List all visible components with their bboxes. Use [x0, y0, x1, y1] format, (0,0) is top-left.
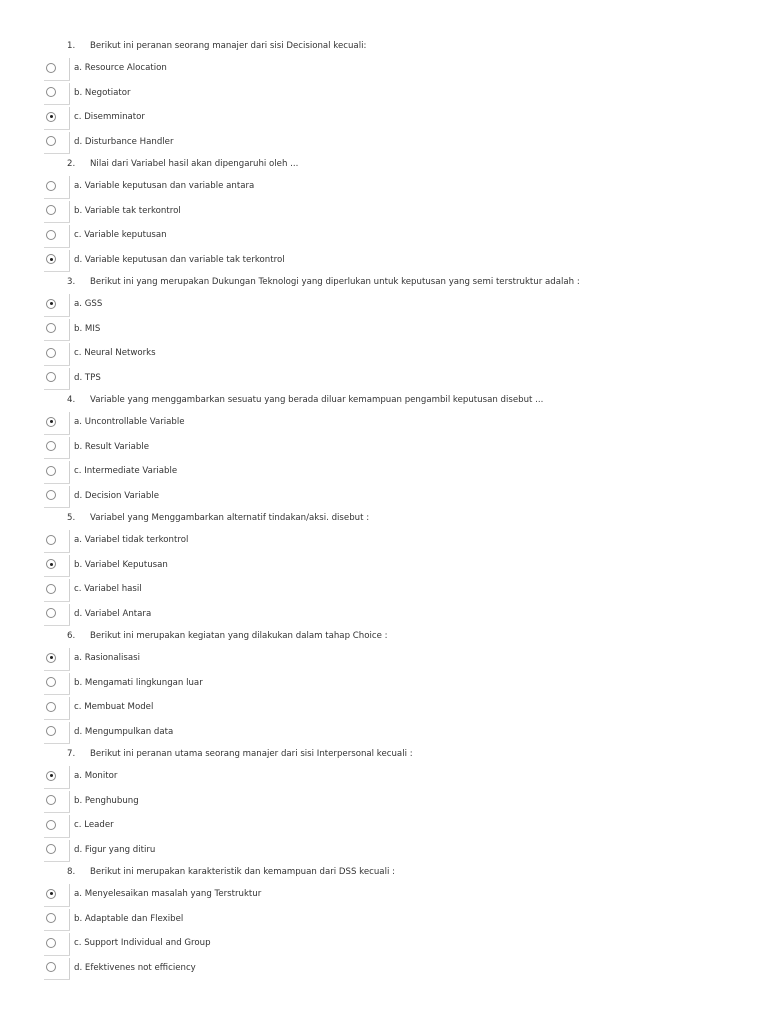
- answer-option[interactable]: [0, 292, 768, 317]
- option-label: a. Variabel tidak terkontrol: [74, 535, 189, 545]
- radio-button-checked[interactable]: [46, 653, 56, 663]
- radio-button[interactable]: [46, 441, 56, 451]
- question-3: [0, 272, 768, 292]
- answer-option[interactable]: [0, 577, 768, 602]
- answer-option[interactable]: [0, 789, 768, 814]
- option-label: b. Mengamati lingkungan luar: [74, 677, 203, 688]
- option-label: b. Adaptable dan Flexibel: [74, 913, 184, 924]
- option-divider: [69, 958, 70, 980]
- radio-button[interactable]: [46, 820, 56, 830]
- option-label: c. Variabel hasil: [74, 584, 142, 594]
- answer-option[interactable]: [0, 317, 768, 342]
- option-label: a. Monitor: [74, 771, 118, 781]
- option-label: c. Disemminator: [74, 112, 145, 122]
- question-number: 7.: [67, 749, 76, 759]
- radio-button[interactable]: [46, 63, 56, 73]
- option-label: b. Variabel Keputusan: [74, 559, 168, 570]
- radio-button[interactable]: [46, 913, 56, 923]
- quiz-list: [0, 36, 768, 980]
- question-text: Berikut ini merupakan karakteristik dan kemampuan dari DSS kecuali :: [90, 867, 395, 877]
- radio-button[interactable]: [46, 181, 56, 191]
- question-text: Berikut ini yang merupakan Dukungan Teknologi yang diperlukan untuk keputusan yang semi terstruktur adalah :: [90, 277, 580, 287]
- radio-button[interactable]: [46, 726, 56, 736]
- option-divider: [69, 461, 70, 483]
- answer-option[interactable]: [0, 720, 768, 745]
- option-divider: [69, 343, 70, 365]
- option-divider: [69, 250, 70, 272]
- answer-option[interactable]: [0, 130, 768, 155]
- answer-option[interactable]: [0, 813, 768, 838]
- option-divider: [69, 412, 70, 434]
- answer-option[interactable]: [0, 199, 768, 224]
- option-divider: [69, 176, 70, 198]
- radio-button[interactable]: [46, 136, 56, 146]
- question-text: Berikut ini peranan utama seorang manajer dari sisi Interpersonal kecuali :: [90, 749, 413, 759]
- option-divider: [69, 555, 70, 577]
- radio-button[interactable]: [46, 962, 56, 972]
- question-number: 1.: [67, 41, 76, 51]
- option-divider: [69, 791, 70, 813]
- option-divider: [69, 766, 70, 788]
- question-number: 2.: [67, 159, 76, 169]
- question-text: Variable yang menggambarkan sesuatu yang berada diluar kemampuan pengambil keputusan disebut ...: [90, 395, 544, 405]
- question-1: [0, 36, 768, 56]
- option-divider: [69, 225, 70, 247]
- radio-button[interactable]: [46, 323, 56, 333]
- option-label: b. Penghubung: [74, 795, 139, 806]
- option-label: a. Resource Alocation: [74, 63, 167, 73]
- answer-option[interactable]: [0, 882, 768, 907]
- radio-button[interactable]: [46, 702, 56, 712]
- radio-button[interactable]: [46, 844, 56, 854]
- answer-option[interactable]: [0, 695, 768, 720]
- option-divider: [69, 697, 70, 719]
- answer-option[interactable]: [0, 435, 768, 460]
- option-label: d. Variable keputusan dan variable tak terkontrol: [74, 254, 285, 265]
- radio-button-checked[interactable]: [46, 889, 56, 899]
- answer-option[interactable]: [0, 671, 768, 696]
- answer-option[interactable]: [0, 907, 768, 932]
- option-label: a. Uncontrollable Variable: [74, 417, 185, 427]
- option-label: c. Intermediate Variable: [74, 466, 178, 476]
- answer-option[interactable]: [0, 764, 768, 789]
- option-divider: [69, 107, 70, 129]
- option-divider: [69, 437, 70, 459]
- radio-button[interactable]: [46, 795, 56, 805]
- option-label: a. Menyelesaikan masalah yang Terstruktur: [74, 889, 262, 899]
- question-4: [0, 390, 768, 410]
- option-divider: [69, 294, 70, 316]
- radio-button[interactable]: [46, 348, 56, 358]
- option-label: d. Mengumpulkan data: [74, 726, 174, 737]
- option-divider: [69, 673, 70, 695]
- option-label: c. Leader: [74, 820, 114, 830]
- option-divider: [69, 933, 70, 955]
- option-label: c. Membuat Model: [74, 702, 154, 712]
- answer-option[interactable]: [0, 484, 768, 509]
- radio-button[interactable]: [46, 608, 56, 618]
- option-label: a. Variable keputusan dan variable antara: [74, 181, 255, 191]
- radio-button-checked[interactable]: [46, 559, 56, 569]
- option-label: a. Rasionalisasi: [74, 653, 140, 663]
- option-divider: [69, 815, 70, 837]
- answer-option[interactable]: [0, 56, 768, 81]
- option-label: b. MIS: [74, 323, 101, 334]
- option-divider: [69, 368, 70, 390]
- question-number: 5.: [67, 513, 76, 523]
- question-number: 4.: [67, 395, 76, 405]
- question-number: 3.: [67, 277, 76, 287]
- option-divider: [69, 909, 70, 931]
- answer-option[interactable]: [0, 646, 768, 671]
- answer-option[interactable]: [0, 931, 768, 956]
- option-divider: [69, 604, 70, 626]
- radio-button[interactable]: [46, 535, 56, 545]
- option-divider: [69, 132, 70, 154]
- radio-button[interactable]: [46, 677, 56, 687]
- option-label: c. Neural Networks: [74, 348, 156, 358]
- option-label: d. Disturbance Handler: [74, 136, 174, 147]
- option-divider: [69, 201, 70, 223]
- answer-option[interactable]: [0, 459, 768, 484]
- question-8: [0, 862, 768, 882]
- answer-option[interactable]: [0, 81, 768, 106]
- option-label: b. Variable tak terkontrol: [74, 205, 181, 216]
- radio-button[interactable]: [46, 230, 56, 240]
- question-2: [0, 154, 768, 174]
- question-5: [0, 508, 768, 528]
- option-divider: [69, 648, 70, 670]
- option-label: d. Efektivenes not efficiency: [74, 962, 196, 973]
- radio-button-checked[interactable]: [46, 112, 56, 122]
- option-divider: [69, 58, 70, 80]
- answer-option[interactable]: [0, 341, 768, 366]
- answer-option[interactable]: [0, 602, 768, 627]
- radio-button[interactable]: [46, 938, 56, 948]
- option-divider: [69, 486, 70, 508]
- option-divider: [69, 722, 70, 744]
- answer-option[interactable]: [0, 223, 768, 248]
- question-text: Berikut ini merupakan kegiatan yang dilakukan dalam tahap Choice :: [90, 631, 388, 641]
- answer-option[interactable]: [0, 105, 768, 130]
- option-label: c. Variable keputusan: [74, 230, 167, 240]
- radio-button-checked[interactable]: [46, 771, 56, 781]
- option-label: d. TPS: [74, 372, 101, 383]
- answer-option[interactable]: [0, 410, 768, 435]
- question-number: 6.: [67, 631, 76, 641]
- option-divider: [69, 530, 70, 552]
- option-label: b. Negotiator: [74, 87, 131, 98]
- option-label: c. Support Individual and Group: [74, 938, 211, 948]
- radio-button-checked[interactable]: [46, 299, 56, 309]
- answer-option[interactable]: [0, 366, 768, 391]
- option-divider: [69, 884, 70, 906]
- answer-option[interactable]: [0, 174, 768, 199]
- option-label: d. Variabel Antara: [74, 608, 152, 619]
- question-text: Nilai dari Variabel hasil akan dipengaruhi oleh ...: [90, 159, 299, 169]
- radio-button[interactable]: [46, 372, 56, 382]
- question-6: [0, 626, 768, 646]
- answer-option[interactable]: [0, 838, 768, 863]
- option-divider: [69, 83, 70, 105]
- answer-option[interactable]: [0, 248, 768, 273]
- radio-button[interactable]: [46, 584, 56, 594]
- question-text: Variabel yang Menggambarkan alternatif tindakan/aksi. disebut :: [90, 513, 370, 523]
- option-label: d. Figur yang ditiru: [74, 844, 156, 855]
- radio-button[interactable]: [46, 466, 56, 476]
- radio-button[interactable]: [46, 490, 56, 500]
- radio-button[interactable]: [46, 87, 56, 97]
- answer-option[interactable]: [0, 956, 768, 981]
- option-label: d. Decision Variable: [74, 490, 160, 501]
- option-divider: [69, 319, 70, 341]
- question-number: 8.: [67, 867, 76, 877]
- option-label: b. Result Variable: [74, 441, 149, 452]
- option-divider: [69, 579, 70, 601]
- answer-option[interactable]: [0, 553, 768, 578]
- option-underline: [44, 979, 70, 980]
- answer-option[interactable]: [0, 528, 768, 553]
- option-divider: [69, 840, 70, 862]
- radio-button[interactable]: [46, 205, 56, 215]
- radio-button-checked[interactable]: [46, 254, 56, 264]
- radio-button-checked[interactable]: [46, 417, 56, 427]
- question-text: Berikut ini peranan seorang manajer dari sisi Decisional kecuali:: [90, 41, 367, 51]
- option-label: a. GSS: [74, 299, 103, 309]
- question-7: [0, 744, 768, 764]
